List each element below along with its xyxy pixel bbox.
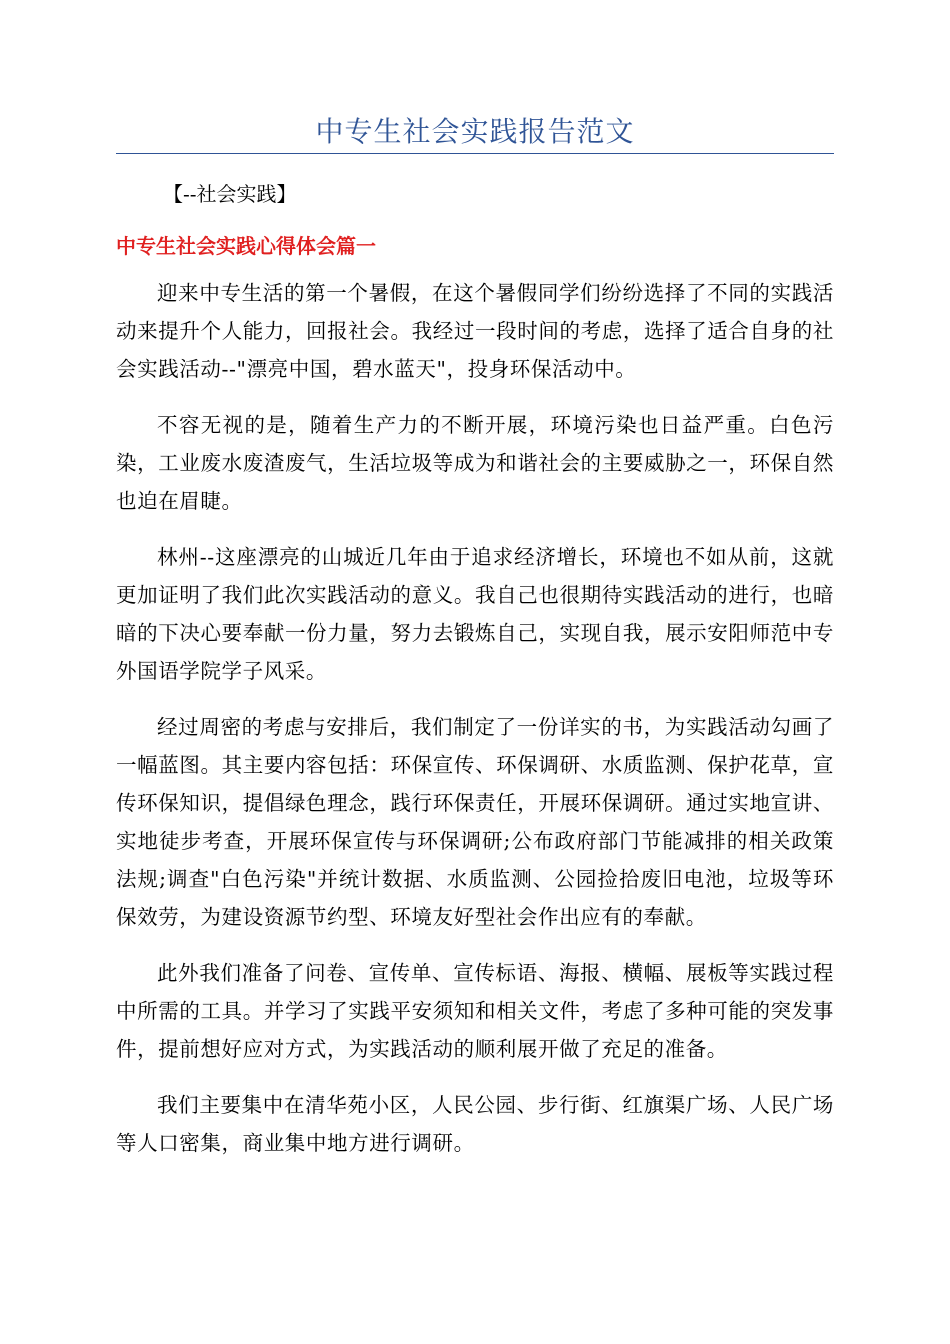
paragraph-4: 经过周密的考虑与安排后，我们制定了一份详实的书，为实践活动勾画了一幅蓝图。其主要内容包括：环保宣传、环保调研、水质监测、保护花草，宣传环保知识，提倡绿色理念，践行环保责任，开展环保调研。通过实地宣讲、实地徒步考查，开展环保宣传与环保调研;公布政府部门节能减排的相关政策法规;调查"白色污染"并统计数据、水质监测、公园捡拾废旧电池，垃圾等环保效劳，为建设资源节约型、环境友好型社会作出应有的奉献。 (116, 715, 834, 929)
category-tag: 【--社会实践】 (163, 182, 297, 206)
paragraph-1: 迎来中专生活的第一个暑假，在这个暑假同学们纷纷选择了不同的实践活动来提升个人能力，回报社会。我经过一段时间的考虑，选择了适合自身的社会实践活动--"漂亮中国，碧水蓝天"，投身环保活动中。 (116, 281, 834, 381)
title-underline (116, 153, 834, 154)
document-body (116, 274, 834, 1180)
paragraph-3: 林州--这座漂亮的山城近几年由于追求经济增长，环境也不如从前，这就更加证明了我们此次实践活动的意义。我自己也很期待实践活动的进行，也暗暗的下决心要奉献一份力量，努力去锻炼自己，实现自我，展示安阳师范中专外国语学院学子风采。 (116, 545, 834, 683)
paragraph-5: 此外我们准备了问卷、宣传单、宣传标语、海报、横幅、展板等实践过程中所需的工具。并学习了实践平安须知和相关文件，考虑了多种可能的突发事件，提前想好应对方式，为实践活动的顺利展开做了充足的准备。 (116, 961, 834, 1061)
document-title: 中专生社会实践报告范文 (315, 115, 635, 148)
section-heading: 中专生社会实践心得体会篇一 (116, 234, 376, 258)
paragraph-6: 我们主要集中在清华苑小区，人民公园、步行街、红旗渠广场、人民广场等人口密集，商业集中地方进行调研。 (116, 1093, 834, 1155)
paragraph-2: 不容无视的是，随着生产力的不断开展，环境污染也日益严重。白色污染，工业废水废渣废气，生活垃圾等成为和谐社会的主要威胁之一，环保自然也迫在眉睫。 (116, 413, 834, 513)
